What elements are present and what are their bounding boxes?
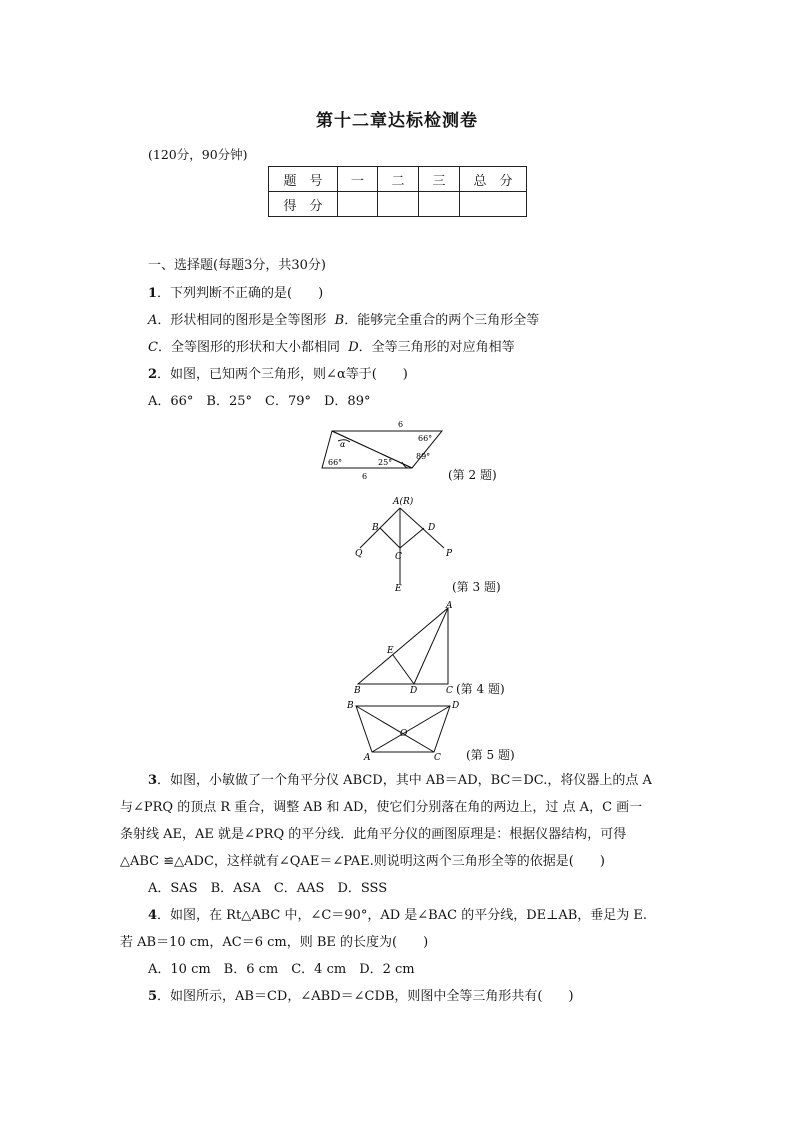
score-cell[interactable]	[419, 192, 460, 217]
score-cell[interactable]	[378, 192, 419, 217]
score-row-label: 得 分	[269, 192, 338, 217]
question-5	[148, 985, 574, 1004]
score-cell[interactable]	[460, 192, 527, 217]
fig5-label: A	[364, 753, 371, 762]
figure-3	[350, 490, 460, 594]
question-1-options-ab	[148, 309, 539, 328]
fig5-label: D	[452, 701, 460, 711]
question-stem-line: 条射线 AE，AE 就是∠PRQ 的平分线．此角平分仪的画图原理是：根据仪器结构，可得	[120, 827, 627, 842]
option-d: ．全等三角形的对应角相等	[358, 340, 515, 355]
option-c: ．全等图形的形状和大小都相同	[157, 340, 340, 355]
section-heading: 一、选择题(每题3分，共30分)	[148, 258, 326, 273]
fig5-label: C	[434, 753, 441, 762]
score-header-cell: 总 分	[460, 167, 527, 192]
question-2	[148, 363, 408, 382]
option-key: D	[348, 340, 359, 355]
question-stem-line: ．如图，小敏做了一个角平分仪 ABCD，其中 AB＝AD，BC＝DC.，将仪器上的点 A	[157, 773, 652, 788]
score-header-cell: 题 号	[269, 167, 338, 192]
question-number: 1	[148, 286, 158, 301]
question-number: 2	[148, 367, 158, 382]
question-number: 3	[148, 773, 158, 788]
fig3-label: Q	[355, 549, 363, 559]
option-key: A	[148, 313, 158, 328]
score-table	[268, 166, 527, 217]
question-stem-line: 若 AB＝10 cm，AC＝6 cm，则 BE 的长度为( )	[120, 935, 429, 950]
option-b: ．能够完全重合的两个三角形全等	[344, 313, 540, 328]
fig2-label: 66°	[328, 458, 343, 467]
fig4-label: B	[354, 686, 361, 696]
fig3-label: C	[395, 552, 402, 562]
fig3-label: P	[446, 549, 453, 559]
question-stem: ．如图，已知两个三角形，则∠α等于( )	[157, 367, 408, 382]
score-header-cell: 二	[378, 167, 419, 192]
question-3-options: A．SAS B．ASA C．AAS D．SSS	[148, 881, 388, 896]
question-4-options: A．10 cm B．6 cm C．4 cm D．2 cm	[148, 962, 415, 977]
fig2-label: 25°	[378, 458, 393, 467]
fig2-label: 6	[362, 472, 368, 481]
question-number: 5	[148, 989, 158, 1004]
fig2-label: 89°	[416, 452, 431, 461]
score-cell[interactable]	[338, 192, 378, 217]
option-a: ．形状相同的图形是全等图形	[157, 313, 327, 328]
question-stem: ．如图所示，AB＝CD，∠ABD＝∠CDB，则图中全等三角形共有( )	[157, 989, 574, 1004]
option-key: B	[334, 313, 345, 328]
fig4-label: A	[446, 601, 453, 611]
figure-2-caption: (第 2 题)	[448, 468, 497, 482]
fig4-label: E	[387, 646, 394, 656]
figure-5	[342, 698, 464, 762]
score-header-cell: 三	[419, 167, 460, 192]
fig3-label: D	[428, 523, 436, 533]
question-3	[148, 769, 652, 788]
fig2-label: 66°	[418, 434, 433, 443]
question-1-options-cd	[148, 336, 515, 355]
fig3-label: A(R)	[393, 497, 414, 507]
page-title: 第十二章达标检测卷	[316, 111, 478, 131]
question-number: 4	[148, 908, 158, 923]
exam-meta: (120分，90分钟)	[148, 147, 248, 162]
question-1	[148, 282, 323, 301]
figure-4-caption: (第 4 题)	[456, 682, 505, 696]
question-4	[148, 904, 647, 923]
option-key: C	[148, 340, 158, 355]
fig4-label: C	[446, 686, 453, 696]
figure-2	[318, 418, 448, 484]
figure-3-caption: (第 3 题)	[452, 580, 501, 594]
fig5-label: O	[400, 729, 408, 739]
fig3-label: B	[372, 523, 379, 533]
fig3-label: E	[395, 584, 402, 594]
figure-5-caption: (第 5 题)	[466, 748, 515, 762]
figure-4	[348, 598, 458, 696]
question-2-options: A．66° B．25° C．79° D．89°	[148, 394, 371, 409]
question-stem-line: ．如图，在 Rt△ABC 中，∠C＝90°，AD 是∠BAC 的平分线，DE⊥AB，垂足为 E.	[157, 908, 648, 923]
question-stem-line: △ABC ≌△ADC，这样就有∠QAE＝∠PAE.则说明这两个三角形全等的依据是( )	[120, 854, 605, 869]
fig2-label: 6	[398, 420, 404, 429]
score-header-cell: 一	[338, 167, 378, 192]
question-stem-line: 与∠PRQ 的顶点 R 重合，调整 AB 和 AD，使它们分别落在角的两边上，过 点 A，C 画一	[120, 800, 643, 815]
fig2-label: α	[340, 440, 346, 449]
fig4-label: D	[410, 686, 418, 696]
question-stem: ．下列判断不正确的是( )	[157, 286, 324, 301]
fig5-label: B	[347, 701, 354, 711]
